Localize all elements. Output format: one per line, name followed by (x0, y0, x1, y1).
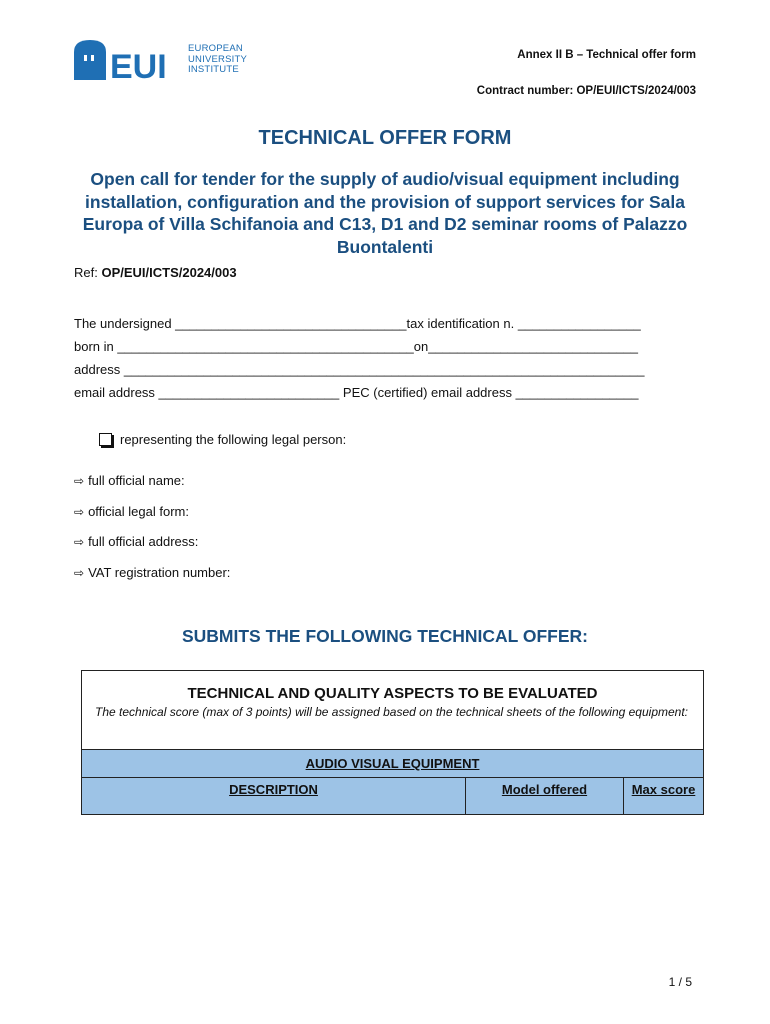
legal-person-label: representing the following legal person: (120, 432, 347, 447)
submits-heading: SUBMITS THE FOLLOWING TECHNICAL OFFER: (181, 626, 589, 646)
logo-line: EUROPEAN (188, 43, 243, 55)
born-in-line[interactable]: born in _________________________________________on_____________________________ (74, 339, 638, 354)
page-title: TECHNICAL OFFER FORM (258, 127, 512, 149)
table-band: AUDIO VISUAL EQUIPMENT (82, 749, 703, 777)
table-note: The technical score (max of 3 points) will be assigned based on the technical sheets of the following equipment: (95, 705, 689, 719)
legal-field-item[interactable] (74, 504, 230, 535)
legal-field-item[interactable] (74, 565, 230, 596)
eui-logo-mark (72, 38, 180, 82)
legal-field-label: full official address: (88, 534, 199, 549)
logo-line: UNIVERSITY (188, 53, 248, 65)
legal-field-item[interactable] (74, 473, 230, 504)
annex-label: Annex II B – Technical offer form (517, 49, 696, 61)
eui-logo (72, 38, 247, 82)
legal-field-label: official legal form: (88, 503, 189, 519)
logo-wordmark (188, 44, 247, 76)
declaration-block (74, 312, 696, 404)
legal-person-checkbox[interactable] (99, 433, 112, 446)
column-description: DESCRIPTION (82, 778, 466, 814)
logo-line: INSTITUTE (188, 64, 239, 76)
contract-number: Contract number: OP/EUI/ICTS/2024/003 (476, 85, 696, 97)
legal-field-label: VAT registration number: (88, 564, 231, 580)
legal-field-item[interactable] (74, 534, 230, 565)
column-score: Max score (631, 782, 696, 797)
table-heading: TECHNICAL AND QUALITY ASPECTS TO BE EVALUATED (187, 685, 598, 702)
legal-person-option[interactable] (99, 432, 346, 447)
arrow-right-icon: ⇨ (74, 474, 85, 488)
call-subtitle: Open call for tender for the supply of audio/visual equipment including installation, configuration and the provision of support services for Sala Europa of Villa Schifanoia and C13, D1 and D2 seminar rooms of Palazzo Buontalenti (82, 169, 688, 257)
email-line[interactable]: email address _________________________ PEC (certified) email address _________________ (74, 385, 639, 400)
technical-offer-table (81, 670, 704, 815)
arrow-right-icon: ⇨ (74, 504, 85, 519)
logo-mark-text: EUI (110, 48, 167, 82)
table-header (82, 671, 703, 749)
ref-label: Ref: (74, 265, 98, 280)
table-column-headers (82, 777, 703, 814)
column-model: Model offered (466, 778, 624, 814)
legal-field-label: full official name: (88, 473, 185, 488)
address-line[interactable]: address ________________________________________________________________________ (74, 362, 645, 377)
undersigned-line[interactable]: The undersigned ________________________________tax identification n. _________________ (74, 316, 641, 331)
ref-value: OP/EUI/ICTS/2024/003 (101, 265, 237, 280)
legal-fields-list (74, 473, 230, 595)
reference (74, 265, 237, 280)
page-number: 1 / 5 (668, 975, 692, 989)
arrow-right-icon: ⇨ (74, 565, 85, 580)
arrow-right-icon: ⇨ (74, 535, 85, 549)
